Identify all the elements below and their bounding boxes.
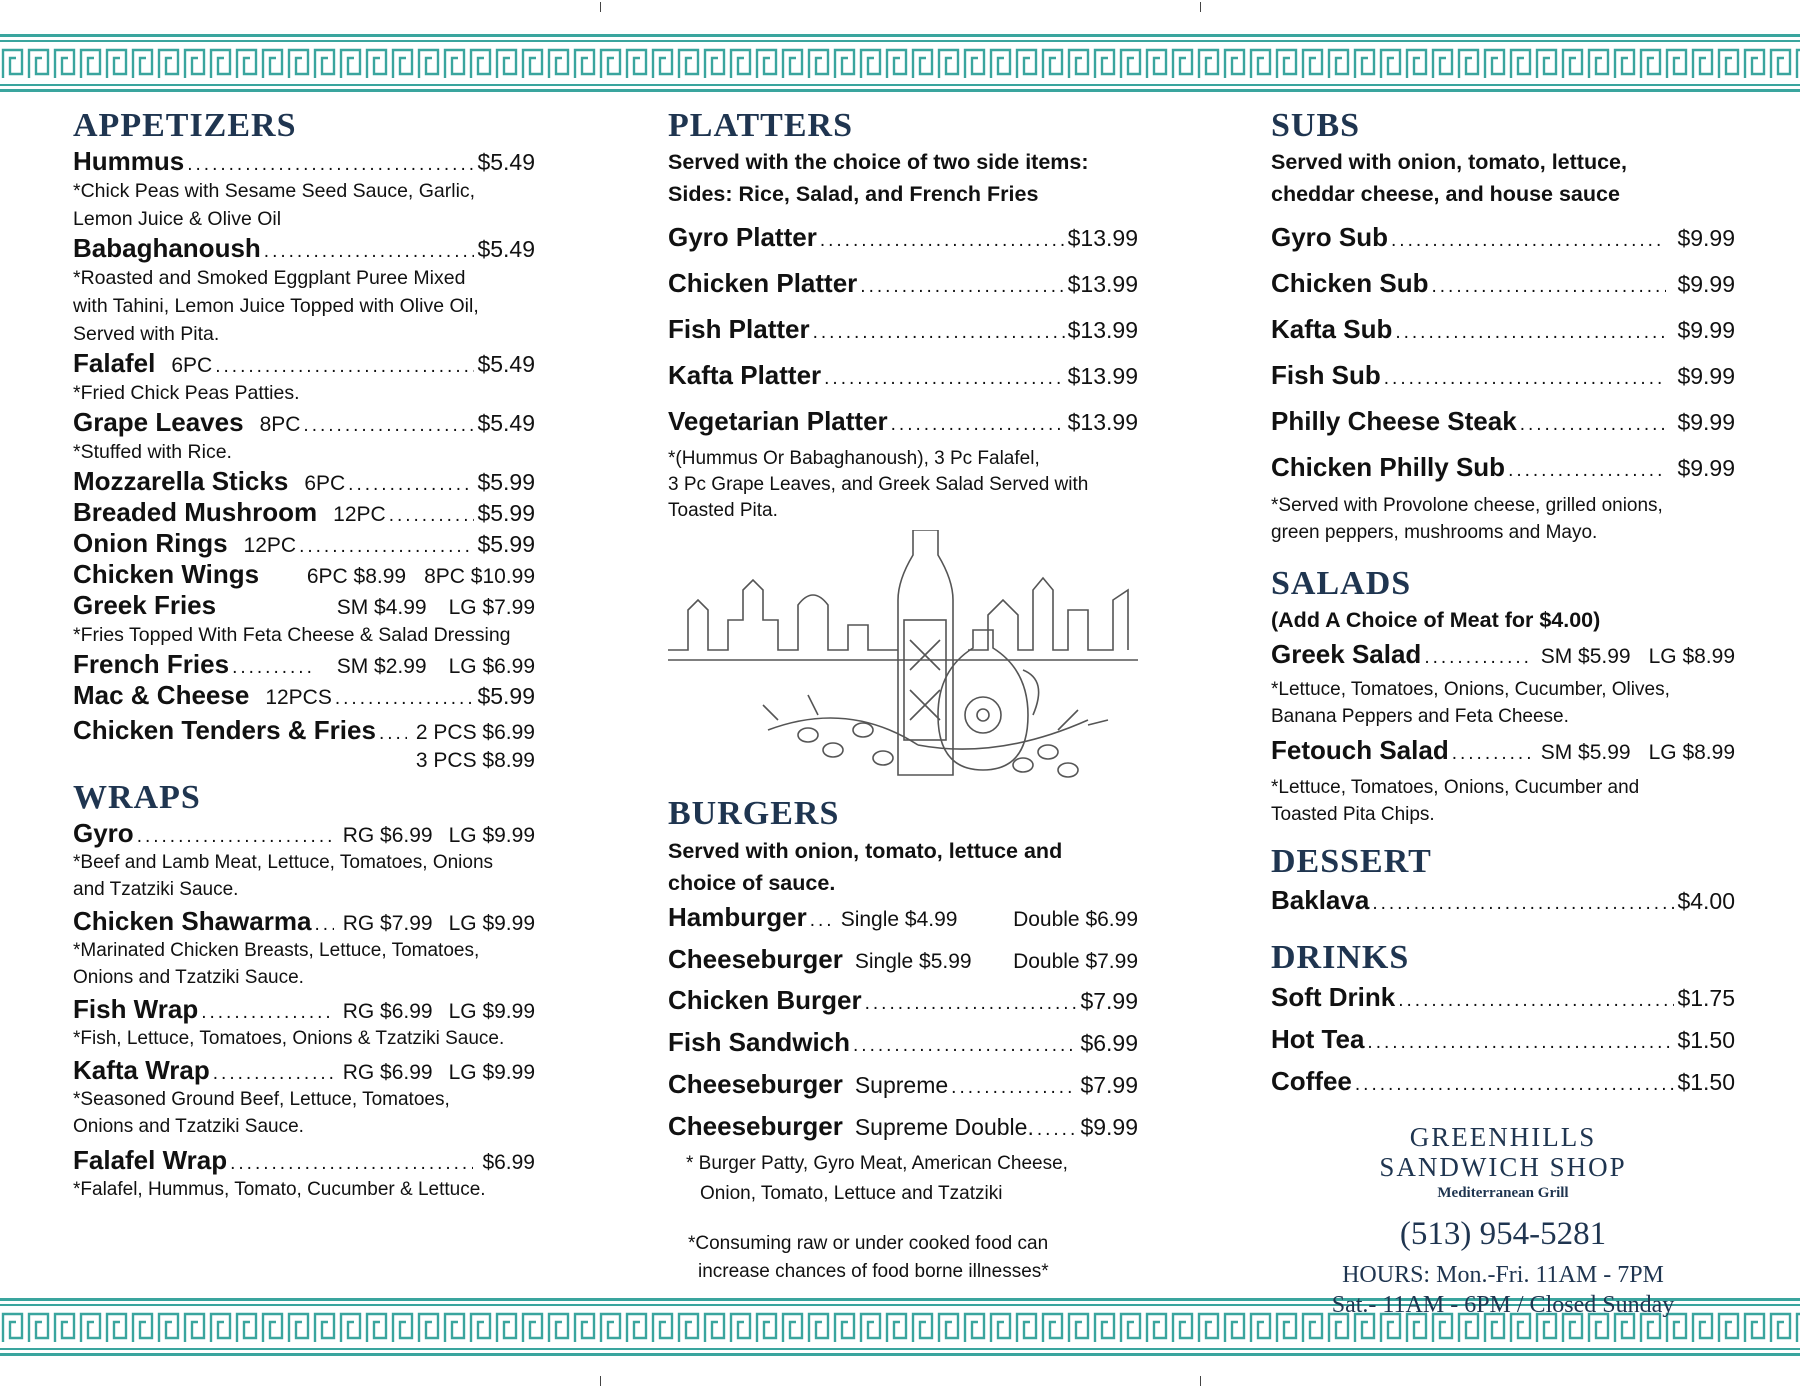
- menu-item: [73, 1055, 535, 1086]
- item-price: $9.99: [1080, 1114, 1138, 1140]
- item-description: *Chick Peas with Sesame Seed Sauce, Garlic,: [73, 180, 476, 202]
- item-name: French Fries: [73, 649, 230, 679]
- fold-mark: [600, 2, 601, 12]
- item-price: $1.50: [1677, 1027, 1735, 1053]
- section-note: (Add A Choice of Meat for $4.00): [1271, 608, 1601, 632]
- item-description: *Marinated Chicken Breasts, Lettuce, Tomatoes,: [73, 940, 480, 961]
- item-price: LG $9.99: [448, 1061, 535, 1084]
- fold-mark: [600, 1376, 601, 1386]
- item-price: $9.99: [1677, 317, 1735, 343]
- menu-item: [73, 528, 535, 559]
- item-price: Double $7.99: [1013, 950, 1138, 973]
- item-description: Onions and Tzatziki Sauce.: [73, 1116, 304, 1137]
- item-price: SM $2.99: [336, 655, 427, 678]
- item-name: Chicken Philly Sub: [1271, 452, 1506, 482]
- item-price: LG $9.99: [448, 912, 535, 935]
- restaurant-brand: [1271, 1122, 1735, 1320]
- item-description: *Falafel, Hummus, Tomato, Cucumber & Lettuce.: [73, 1179, 486, 1200]
- item-price: $13.99: [1067, 363, 1138, 389]
- section-title-drinks: DRINKS: [1271, 939, 1410, 976]
- greek-key-border-top: [0, 34, 1800, 92]
- item-name: Falafel Wrap: [73, 1145, 228, 1175]
- section-title-subs: SUBS: [1271, 107, 1361, 144]
- menu-item: [668, 216, 1138, 262]
- olive-oil-illustration: [668, 530, 1138, 790]
- item-name: Falafel: [73, 348, 156, 378]
- menu-item: [1271, 262, 1735, 308]
- item-name: Cheeseburger: [668, 1111, 843, 1141]
- item-price: $9.99: [1677, 409, 1735, 435]
- item-price: $7.99: [1080, 1072, 1138, 1098]
- item-name: Fish Wrap: [73, 994, 199, 1024]
- item-qty: 6PC: [304, 472, 346, 495]
- item-price: $5.49: [477, 236, 535, 262]
- item-description: Onion, Tomato, Lettuce and Tzatziki: [700, 1183, 1003, 1204]
- item-name: Chicken Sub: [1271, 268, 1429, 298]
- menu-item: [73, 407, 535, 438]
- item-price: Single $4.99: [840, 908, 958, 931]
- item-name: Greek Fries: [73, 590, 217, 620]
- item-description: Toasted Pita.: [668, 500, 778, 521]
- item-name: Mac & Cheese: [73, 680, 250, 710]
- menu-item: [73, 715, 535, 746]
- menu-item: [73, 466, 535, 497]
- menu-item: [1271, 446, 1735, 492]
- item-qty: 6PC: [171, 354, 213, 377]
- item-name: Babaghanoush: [73, 233, 261, 263]
- item-qty: 12PC: [333, 503, 386, 526]
- food-safety-warning: *Consuming raw or under cooked food can: [688, 1233, 1049, 1254]
- item-price: $5.99: [477, 469, 535, 495]
- item-price: LG $7.99: [448, 596, 535, 619]
- item-description: *Fries Topped With Feta Cheese & Salad Dressing: [73, 624, 511, 646]
- item-price: SM $4.99: [336, 596, 427, 619]
- item-name: Fish Platter: [668, 314, 810, 344]
- item-name: Gyro Sub: [1271, 222, 1389, 252]
- menu-item: [73, 146, 535, 177]
- menu-item: [73, 590, 535, 621]
- menu-item: [1271, 308, 1735, 354]
- item-price: $13.99: [1067, 409, 1138, 435]
- menu-item: [1271, 354, 1735, 400]
- section-note: Served with onion, tomato, lettuce,: [1271, 150, 1627, 174]
- menu-item: [668, 1023, 1138, 1065]
- item-qty: 12PCS: [265, 686, 332, 709]
- item-name: Cheeseburger: [668, 944, 843, 974]
- item-description: *Seasoned Ground Beef, Lettuce, Tomatoes,: [73, 1089, 450, 1110]
- item-price: $5.99: [477, 531, 535, 557]
- item-price: $13.99: [1067, 225, 1138, 251]
- item-price: $9.99: [1677, 363, 1735, 389]
- item-description: *Served with Provolone cheese, grilled onions,: [1271, 495, 1663, 516]
- item-price: 6PC $8.99: [306, 565, 407, 588]
- item-price: $4.00: [1677, 888, 1735, 914]
- brand-tagline: Mediterranean Grill: [1437, 1185, 1569, 1201]
- brand-name-line1: GREENHILLS: [1409, 1122, 1597, 1152]
- menu-item: [1271, 730, 1735, 774]
- column-left: [73, 106, 535, 1203]
- item-description: Lemon Juice & Olive Oil: [73, 208, 282, 230]
- phone-number: (513) 954-5281: [1399, 1216, 1607, 1252]
- menu-item: [1271, 636, 1735, 676]
- item-name: Hummus: [73, 146, 185, 176]
- menu-item: [1271, 1020, 1735, 1062]
- item-name: Breaded Mushroom: [73, 497, 318, 527]
- hours-line: HOURS: Mon.-Fri. 11AM - 7PM: [1342, 1262, 1664, 1288]
- item-name: Chicken Platter: [668, 268, 858, 298]
- item-price: $1.75: [1677, 985, 1735, 1011]
- item-name: Fish Sub: [1271, 360, 1381, 390]
- menu-item: [668, 1107, 1138, 1149]
- item-name: Philly Cheese Steak: [1271, 406, 1517, 436]
- item-description: Onions and Tzatziki Sauce.: [73, 967, 304, 988]
- section-title-burgers: BURGERS: [668, 795, 840, 832]
- menu-item: [668, 940, 1138, 981]
- item-price: RG $6.99: [342, 824, 433, 847]
- item-name: Gyro Platter: [668, 222, 817, 252]
- fold-mark: [1200, 2, 1201, 12]
- item-name: Gyro: [73, 818, 134, 848]
- item-name: Cheeseburger: [668, 1069, 843, 1099]
- item-name: Fetouch Salad: [1271, 735, 1449, 765]
- item-description: * Burger Patty, Gyro Meat, American Cheese,: [686, 1153, 1068, 1174]
- item-name: Kafta Sub: [1271, 314, 1393, 344]
- item-price: Double $6.99: [1013, 908, 1138, 931]
- item-description: *Fried Chick Peas Patties.: [73, 382, 300, 404]
- item-qty: Supreme: [854, 1072, 949, 1098]
- item-price: $6.99: [1080, 1030, 1138, 1056]
- item-price: LG $8.99: [1648, 645, 1735, 668]
- menu-item: [73, 818, 535, 849]
- item-description: green peppers, mushrooms and Mayo.: [1271, 522, 1598, 543]
- item-name: Coffee: [1271, 1066, 1352, 1096]
- item-price: $9.99: [1677, 225, 1735, 251]
- hours-line: Sat.- 11AM - 6PM / Closed Sunday: [1331, 1292, 1675, 1318]
- section-note: Sides: Rice, Salad, and French Fries: [668, 182, 1039, 206]
- menu-item: [1271, 400, 1735, 446]
- item-name: Soft Drink: [1271, 982, 1396, 1012]
- menu-item: [73, 559, 535, 590]
- item-description: *Fish, Lettuce, Tomatoes, Onions & Tzatziki Sauce.: [73, 1028, 505, 1049]
- item-price: $9.99: [1677, 271, 1735, 297]
- menu-item: [73, 233, 535, 264]
- item-name: Hot Tea: [1271, 1024, 1365, 1054]
- item-description: Banana Peppers and Feta Cheese.: [1271, 706, 1569, 727]
- brand-name-line2: SANDWICH SHOP: [1379, 1152, 1627, 1182]
- column-right: [1271, 106, 1735, 1320]
- section-note: Served with the choice of two side items:: [668, 150, 1089, 174]
- item-qty: 12PC: [243, 534, 297, 557]
- menu-item: [668, 898, 1138, 940]
- item-qty: 8PC: [259, 413, 301, 436]
- item-price: SM $5.99: [1540, 645, 1631, 668]
- item-price: LG $8.99: [1648, 741, 1735, 764]
- item-price: $13.99: [1067, 271, 1138, 297]
- item-description: *Stuffed with Rice.: [73, 441, 232, 463]
- item-price: RG $6.99: [342, 1000, 433, 1023]
- column-middle: [668, 106, 1138, 1285]
- item-price: $5.49: [477, 410, 535, 436]
- menu-item: [668, 354, 1138, 400]
- item-name: Vegetarian Platter: [668, 406, 888, 436]
- item-description: 3 Pc Grape Leaves, and Greek Salad Served with: [668, 474, 1089, 495]
- item-price: $1.50: [1677, 1069, 1735, 1095]
- item-description: *Lettuce, Tomatoes, Onions, Cucumber, Olives,: [1271, 679, 1670, 700]
- menu-item: [73, 649, 535, 680]
- menu-item: [73, 1145, 535, 1176]
- item-price: 3 PCS $8.99: [415, 749, 535, 772]
- item-price: $9.99: [1677, 455, 1735, 481]
- menu-item: [73, 994, 535, 1025]
- item-price: $5.99: [477, 683, 535, 709]
- menu-item: [73, 680, 535, 711]
- item-price: 8PC $10.99: [424, 565, 535, 588]
- item-name: Chicken Tenders & Fries: [73, 715, 376, 745]
- section-title-wraps: WRAPS: [73, 779, 201, 816]
- item-price: 2 PCS $6.99: [415, 721, 535, 744]
- item-price: LG $6.99: [448, 655, 535, 678]
- item-price: $5.99: [477, 500, 535, 526]
- item-name: Mozzarella Sticks: [73, 466, 289, 496]
- item-price: RG $6.99: [342, 1061, 433, 1084]
- menu-item: [1271, 1062, 1735, 1104]
- item-name: Chicken Burger: [668, 985, 862, 1015]
- item-description: and Tzatziki Sauce.: [73, 879, 239, 900]
- item-price: SM $5.99: [1540, 741, 1631, 764]
- item-description: Served with Pita.: [73, 323, 220, 345]
- item-description: *(Hummus Or Babaghanoush), 3 Pc Falafel,: [668, 448, 1040, 469]
- menu-item: [73, 348, 535, 379]
- item-price: RG $7.99: [342, 912, 433, 935]
- menu-item: [668, 1065, 1138, 1107]
- fold-mark: [1200, 1376, 1201, 1386]
- section-note: choice of sauce.: [668, 871, 836, 895]
- item-price: $13.99: [1067, 317, 1138, 343]
- item-name: Kafta Wrap: [73, 1055, 210, 1085]
- item-price: $5.49: [477, 149, 535, 175]
- item-description: Toasted Pita Chips.: [1271, 804, 1435, 825]
- menu-item: [668, 308, 1138, 354]
- item-description: with Tahini, Lemon Juice Topped with Olive Oil,: [73, 295, 479, 317]
- menu-item: [73, 906, 535, 937]
- section-title-salads: SALADS: [1271, 565, 1412, 602]
- item-price: $7.99: [1080, 988, 1138, 1014]
- section-title-dessert: DESSERT: [1271, 843, 1432, 880]
- menu-item: [1271, 882, 1735, 922]
- menu-item: [1271, 216, 1735, 262]
- section-title-platters: PLATTERS: [668, 107, 853, 144]
- menu-item: [1271, 978, 1735, 1020]
- item-name: Chicken Shawarma: [73, 906, 312, 936]
- item-name: Fish Sandwich: [668, 1027, 851, 1057]
- item-description: *Lettuce, Tomatoes, Onions, Cucumber and: [1271, 777, 1640, 798]
- section-note: cheddar cheese, and house sauce: [1271, 182, 1620, 206]
- item-price: $6.99: [482, 1151, 535, 1174]
- item-description: *Beef and Lamb Meat, Lettuce, Tomatoes, Onions: [73, 852, 494, 873]
- section-title-appetizers: APPETIZERS: [73, 107, 297, 144]
- item-name: Hamburger: [668, 902, 807, 932]
- item-name: Grape Leaves: [73, 407, 244, 437]
- item-description: *Roasted and Smoked Eggplant Puree Mixed: [73, 267, 466, 289]
- item-price: LG $9.99: [448, 824, 535, 847]
- menu-item: [668, 400, 1138, 446]
- section-note: Served with onion, tomato, lettuce and: [668, 839, 1063, 863]
- item-price: $5.49: [477, 351, 535, 377]
- item-name: Onion Rings: [73, 528, 228, 558]
- menu-item: [668, 981, 1138, 1023]
- menu-item: [73, 497, 535, 528]
- item-price: Single $5.99: [854, 950, 972, 973]
- item-name: Baklava: [1271, 885, 1370, 915]
- item-price: LG $9.99: [448, 1000, 535, 1023]
- item-name: Chicken Wings: [73, 559, 260, 589]
- item-name: Kafta Platter: [668, 360, 822, 390]
- menu-item: [668, 262, 1138, 308]
- item-name: Greek Salad: [1271, 639, 1422, 669]
- food-safety-warning: increase chances of food borne illnesses*: [698, 1261, 1049, 1282]
- item-qty: Supreme Double.: [854, 1114, 1034, 1140]
